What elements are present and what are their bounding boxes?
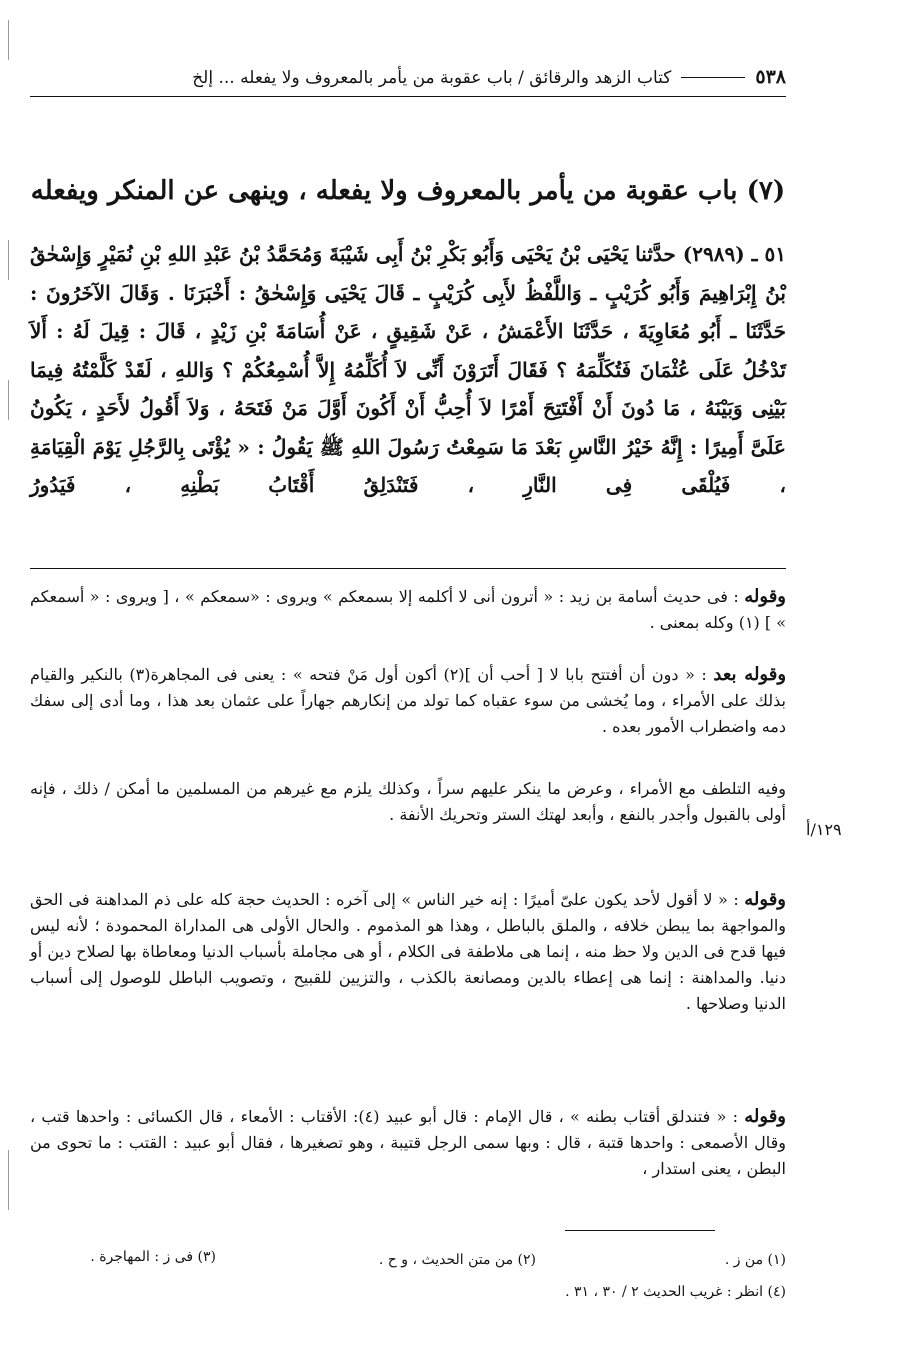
page-edge-line <box>8 380 9 420</box>
commentary-text: وفيه التلطف مع الأمراء ، وعرض ما ينكر عليهم سراً ، وكذلك يلزم مع غيرهم من المسلمين ما أمكن / ذلك ، فإنه أولى بالقبول وأجدر بالنفع ، وأبعد لهتك الستر وتحريك الأنفة . <box>30 779 786 824</box>
hadith-body: حدَّثنا يَحْيَى بْنُ يَحْيَى وَأَبُو بَكْرِ بْنُ أَبِى شَيْبَةَ وَمُحَمَّدُ بْنُ عَبْدِ اللهِ بْنِ نُمَيْرٍ وَإِسْحٰقُ بْنُ إِبْرَاهِيمَ وَأَبُو كُرَيْبٍ ـ وَاللَّفْظُ لأَبِى كُرَيْبٍ ـ قَالَ يَحْيَى وَإِسْحٰقُ : أَخْبَرَنَا . وَقَالَ الآخَرُونَ : حَدَّثَنَا ـ أَبُو مُعَاوِيَةَ ، حَدَّثَنَا الأَعْمَشُ ، عَنْ شَقِيقٍ ، عَنْ أُسَامَةَ بْنِ زَيْدٍ ، قَالَ : قِيلَ لَهُ : أَلاَ تَدْخُلُ عَلَى عُثْمَانَ فَتُكَلِّمَهُ ؟ فَقَالَ أَتَرَوْنَ أَنِّى لاَ أُكَلِّمُهُ إِلاَّ أُسْمِعُكُمْ ؟ وَاللهِ ، لَقَدْ كَلَّمْتُهُ فِيمَا بَيْنِى وَبَيْنَهُ ، مَا دُونَ أَنْ أَفْتَتِحَ أَمْرًا لاَ أُحِبُّ أَنْ أَكُونَ أَوَّلَ مَنْ فَتَحَهُ ، وَلاَ أَقُولُ لأَحَدٍ ، يَكُونُ عَلَىَّ أَمِيرًا : إِنَّهُ خَيْرُ النَّاسِ بَعْدَ مَا سَمِعْتُ رَسُولَ اللهِ ﷺ يَقُولُ : « يُؤْتَى بِالرَّجُلِ يَوْمَ الْقِيَامَةِ ، فَيُلْقَى فِى النَّارِ ، فَتَنْدَلِقُ أَقْتَابُ بَطْنِهِ ، فَيَدُورُ <box>30 242 786 497</box>
commentary-paragraph <box>30 662 786 740</box>
commentary-lead: وقوله <box>744 1106 786 1127</box>
header-dash <box>681 77 745 78</box>
commentary-lead: وقوله <box>744 889 786 910</box>
hadith-number: ٥١ ـ (٢٩٨٩) <box>682 242 786 266</box>
chapter-title: (٧) باب عقوبة من يأمر بالمعروف ولا يفعله ، وينهى عن المنكر ويفعله <box>30 176 786 206</box>
footnote-4: (٤) انظر : غريب الحديث ٢ / ٣٠ ، ٣١ . <box>565 1284 786 1300</box>
hadith-text-block <box>30 235 786 505</box>
page-edge-line <box>8 240 9 280</box>
commentary-lead: وقوله بعد <box>713 664 787 685</box>
commentary-text: : فى حديث أسامة بن زيد : « أترون أنى لا أكلمه إلا بسمعكم » ويروى : «سمعكم » ، [ ويروى : « أسمعكم » ] (١) وكله بمعنى . <box>30 587 786 632</box>
footnote-3: (٣) فى ز : المهاجرة . <box>90 1249 216 1265</box>
footnote-rule <box>565 1230 715 1231</box>
page-edge-line <box>8 20 9 60</box>
commentary-lead: وقوله <box>744 586 786 607</box>
running-header <box>30 66 786 88</box>
commentary-text: : « لا أقول لأحد يكون علىّ أميرًا : إنه خير الناس » إلى آخره : الحديث حجة كله على ذم المداهنة فى الحق والمواجهة بما يبطن خلافه ، والملق بالباطل ، وهذا هو المذموم . والحال الأولى هى المداراة المحمودة ؛ لأنه ليس فيها قدح فى الدين ولا حظ منه ، إنما هى ملاطفة فى الكلام ، أو هى مجاملة بأسباب الدنيا ومعاطاة بها لصلاح دين أو دنيا. والمداهنة : إنما هى إعطاء بالدين ومصانعة بالكذب ، والتزيين للقبيح ، وتصويب الباطل للوصول إلى أسباب الدنيا وصلاحها . <box>30 890 786 1013</box>
page-number: ٥٣٨ <box>755 66 786 88</box>
footnote-1: (١) من ز . <box>724 1252 786 1268</box>
header-rule <box>30 96 786 97</box>
commentary-text: : « فتندلق أقتاب بطنه » ، قال الإمام : قال أبو عبيد (٤): الأقتاب : الأمعاء ، قال الكسائى : واحدها قتب ، وقال الأصمعى : واحدها قتبة ، قال : وبها سمى الرجل قتيبة ، وهو تصغيرها ، فقال أبو عبيد : القتب : ما تحوى من البطن ، يعنى استدار ، <box>30 1107 786 1178</box>
commentary-paragraph <box>30 584 786 636</box>
commentary-paragraph <box>30 1104 786 1182</box>
main-text-rule <box>30 568 786 569</box>
footnote-2: (٢) من متن الحديث ، و ح . <box>378 1252 536 1268</box>
commentary-paragraph <box>30 776 786 828</box>
commentary-text: : « دون أن أفتتح بابا لا [ أحب أن ](٢) أكون أول مَنْ فتحه » : يعنى فى المجاهرة(٣) بالنكير والقيام بذلك على الأمراء ، وما يُخشى من سوء عقباه كما تولد من إنكارهم جهاراً على عثمان بعد هذا ، وما أدى إلى سفك دمه واضطراب الأمور بعده . <box>30 665 786 736</box>
page-edge-line <box>8 1150 9 1210</box>
commentary-paragraph <box>30 887 786 1017</box>
manuscript-folio-reference: ١٢٩/أ <box>806 820 842 839</box>
running-title: كتاب الزهد والرقائق / باب عقوبة من يأمر بالمعروف ولا يفعله ... إلخ <box>192 68 672 88</box>
